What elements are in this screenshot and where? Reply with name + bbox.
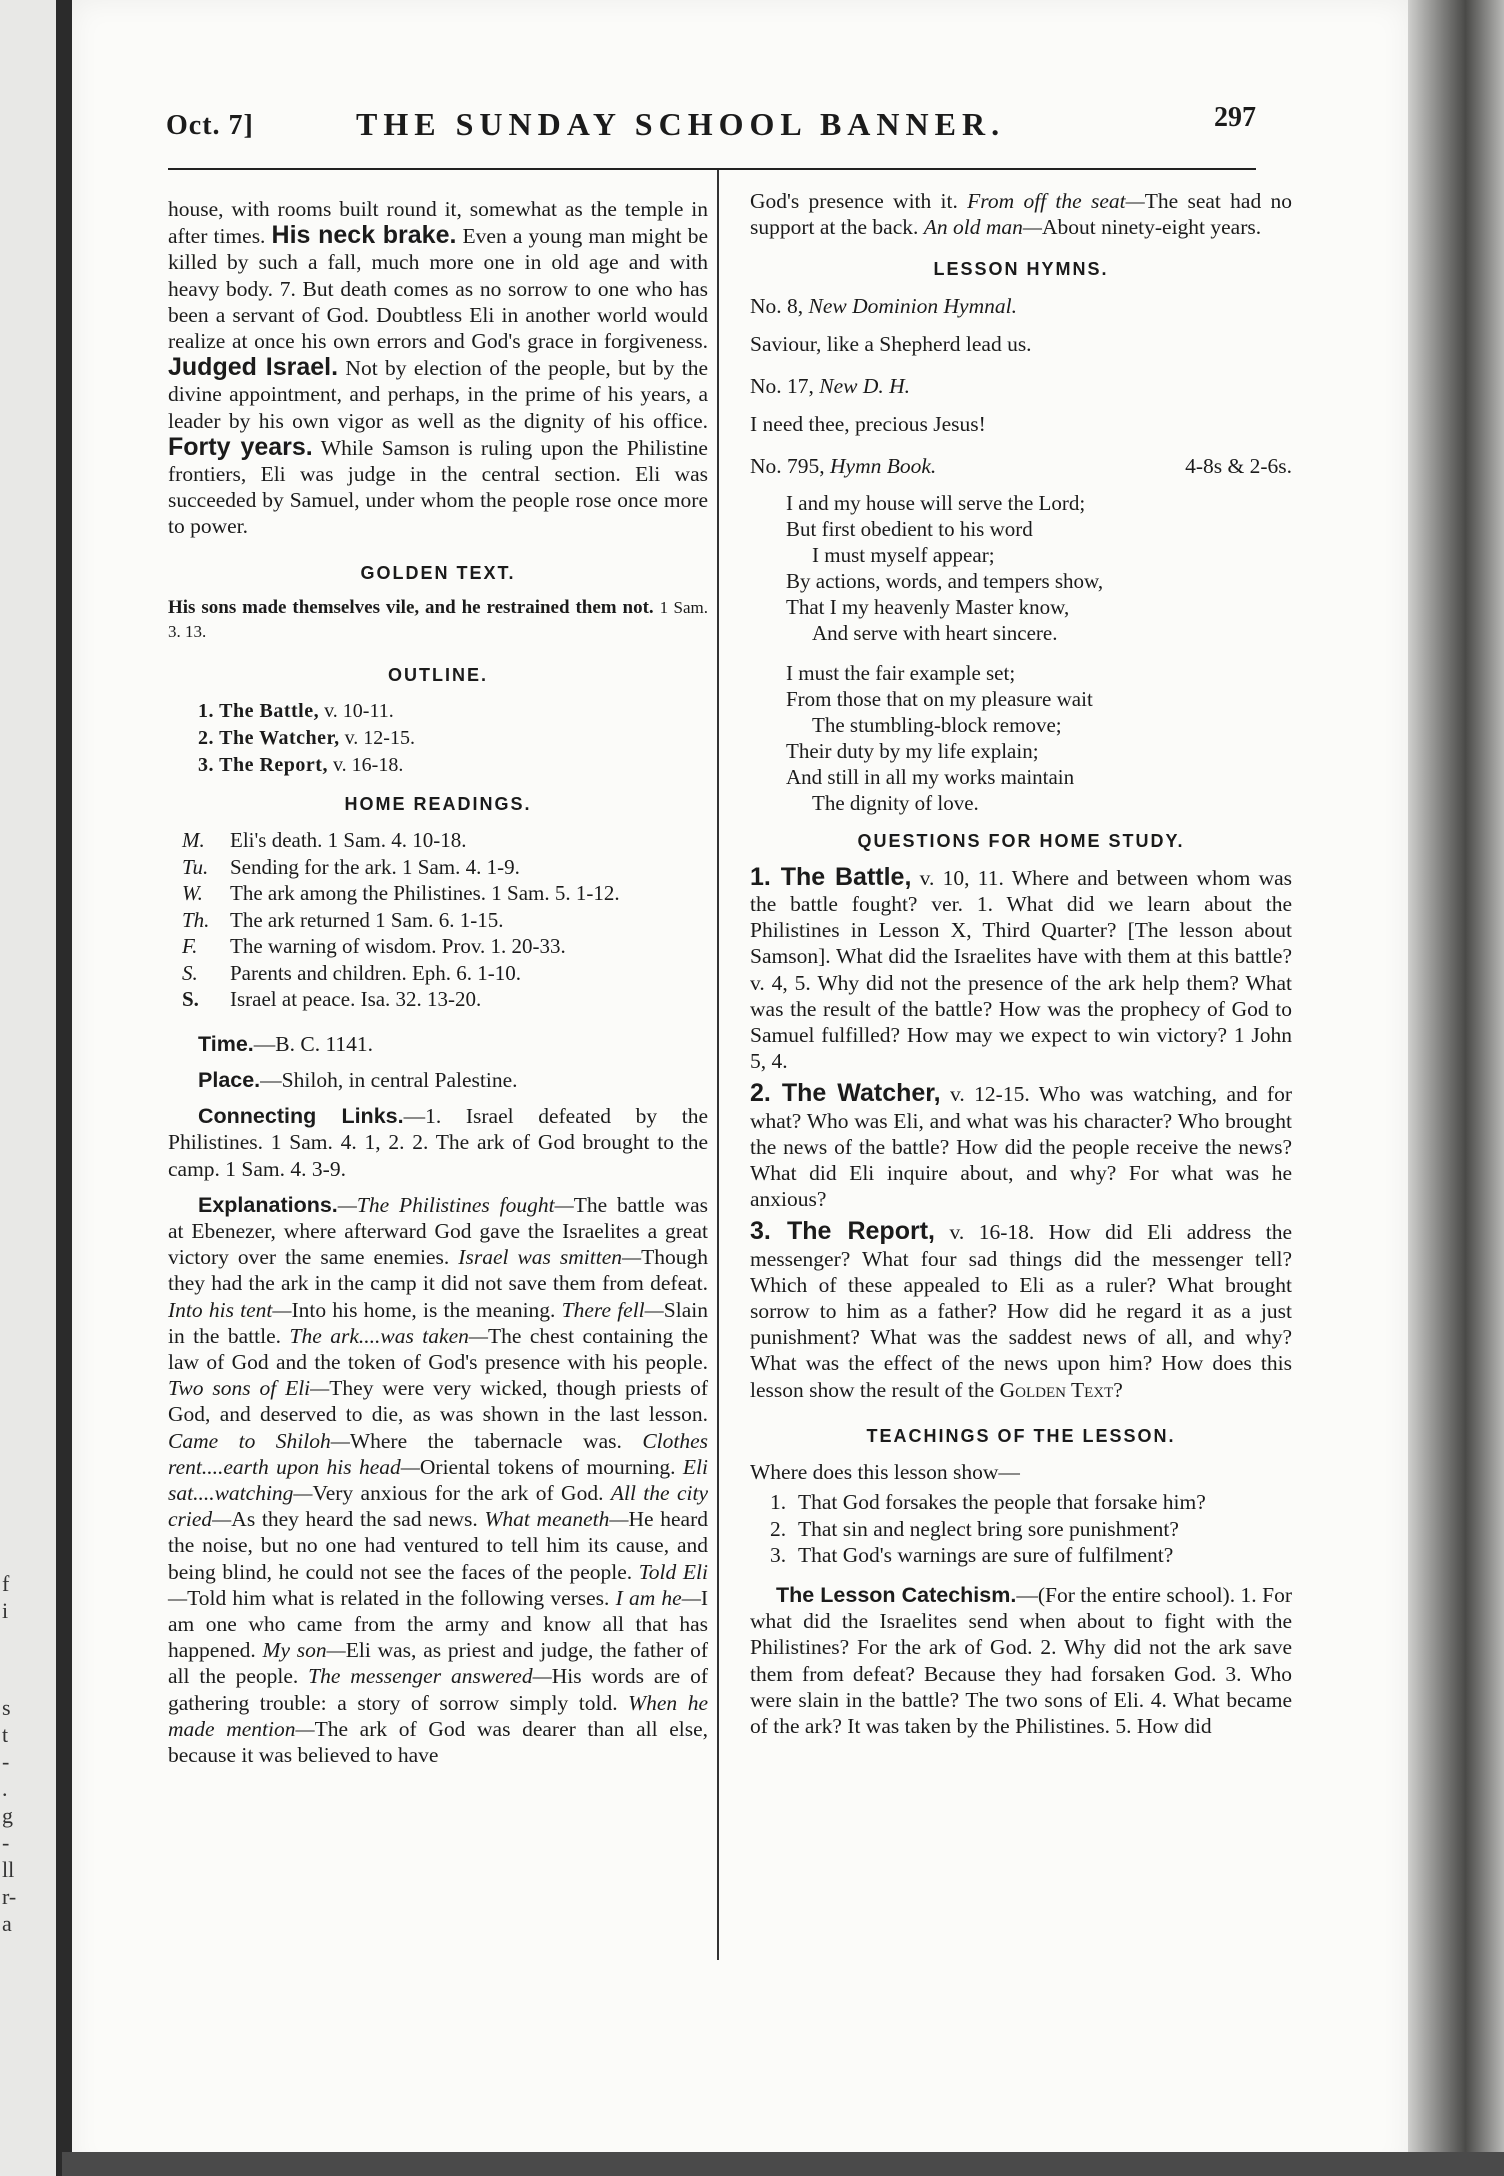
time-label: Time. <box>198 1031 254 1056</box>
question-label: 2. The Watcher, <box>750 1079 941 1108</box>
margin-fragment: - <box>2 1749 10 1774</box>
continued-paragraph <box>750 188 1292 240</box>
hymn-book: New Dominion Hymnal. <box>808 293 1017 318</box>
reading-text: Sending for the ark. 1 Sam. 4. 1-9. <box>230 854 520 879</box>
place-line <box>168 1067 708 1093</box>
outline-ref: v. 12-15. <box>344 727 415 750</box>
reading-row <box>182 880 708 907</box>
verse-line: And serve with heart sincere. <box>812 620 1058 645</box>
margin-fragment: i <box>2 1598 9 1623</box>
explanation-gloss: Oriental tokens of mourning. <box>419 1454 683 1479</box>
reading-text: Israel at peace. Isa. 32. 13-20. <box>230 987 482 1012</box>
intro-heading: Forty years. <box>168 432 313 461</box>
reading-day: S. <box>182 960 198 985</box>
hymn-first-line: Saviour, like a Shepherd lead us. <box>750 331 1032 356</box>
question-text: v. 10, 11. Where and between whom was the battle fought? ver. 1. What did we learn about the Philistines in Lesson X, Third Quarter? [The lesson about Samson]. What did the Israelites have with them at this battle? v. 4, 5. Why did not the presence of the ark help them? What was the result of the battle? How was the prophecy of God to Samuel fulfilled? How may we expect to win victory? 1 John 5, 4. <box>750 865 1293 1074</box>
intro-text: house, with rooms built round it, somewhat as the temple in after times. <box>168 197 708 249</box>
golden-text-body: His sons made themselves vile, and he restrained them not. <box>168 596 654 618</box>
reading-row <box>182 960 708 987</box>
book-binding-gutter <box>56 0 72 2176</box>
time-text: —B. C. 1141. <box>253 1031 374 1056</box>
column-divider <box>717 170 719 1960</box>
explanation-gloss: As they heard the sad news. <box>231 1507 485 1532</box>
adjacent-page-fragments <box>2 1570 22 1937</box>
verse-line: By actions, words, and tempers show, <box>786 568 1104 593</box>
hymn-ref <box>750 373 1292 399</box>
question-label: 1. The Battle, <box>750 862 912 891</box>
lesson-hymns-heading: LESSON HYMNS. <box>933 259 1109 280</box>
outline-label: 2. The Watcher, <box>198 727 340 750</box>
catechism-text: —(For the entire school). 1. For what did the Israelites send when about to fight with the Philistines? For the ark of God. 2. Why did not the ark save them from defeat? Because they had forsaken God. 3. Who were slain in the battle? The two sons of Eli. 4. What became of the ark? It was taken by the Philistines. 5. How did <box>750 1582 1292 1738</box>
teachings-intro: Where does this lesson show— <box>750 1460 1020 1485</box>
explanation-term: My son— <box>262 1638 346 1663</box>
explanation-gloss: Slain in the battle. <box>168 1297 708 1348</box>
question-text: v. 12-15. Who was watching, and for what? Who was Eli, and what was his character? Who brought the news of the battle? How did the people receive the news? What did Eli inquire about, and why? For what was he anxious? <box>750 1082 1292 1212</box>
place-label: Place. <box>198 1067 261 1092</box>
explanation-term: Eli sat....watching— <box>168 1454 709 1505</box>
margin-fragment: - <box>2 1830 10 1855</box>
golden-text-heading: GOLDEN TEXT. <box>360 562 516 583</box>
catechism-label: The Lesson Catechism. <box>776 1582 1017 1607</box>
header-title: THE SUNDAY SCHOOL BANNER. <box>356 106 1006 142</box>
explanation-gloss: Where the tabernacle was. <box>349 1428 643 1453</box>
explanation-gloss: I am one who came from the army and know all that has happened. <box>168 1585 708 1663</box>
reading-text: The warning of wisdom. Prov. 1. 20-33. <box>230 934 566 959</box>
teaching-text: That God forsakes the people that forsake him? <box>798 1490 1206 1515</box>
explanation-term: Into his tent— <box>168 1297 292 1322</box>
explanations <box>168 1192 708 1768</box>
hymn-verse-2 <box>786 660 1292 816</box>
lesson-catechism <box>750 1582 1292 1739</box>
teachings-heading: TEACHINGS OF THE LESSON. <box>866 1425 1176 1446</box>
reading-day: W. <box>182 881 203 906</box>
intro-text: Even a young man might be killed by such a fall, much more one in old age and with heavy body. 7. But death comes as no sorrow to one who has been a servant of God. Doubtless Eli in another world would realize at once his own errors and God's grace in forgiveness. <box>168 224 709 354</box>
question-block-watcher <box>750 1080 1292 1212</box>
reading-day: Th. <box>182 907 210 932</box>
hymn-number: No. 795, <box>750 454 825 479</box>
explanation-gloss: Into his home, is the meaning. <box>291 1297 562 1322</box>
golden-text <box>168 596 708 644</box>
reading-row <box>182 907 708 934</box>
right-column <box>750 188 1292 1739</box>
outline-item <box>198 698 708 725</box>
explanation-term: There fell— <box>561 1297 664 1322</box>
connecting-links <box>168 1103 708 1182</box>
explanation-term: —The Philistines fought— <box>337 1192 574 1217</box>
margin-fragment: t <box>2 1722 9 1747</box>
reading-day: F. <box>182 934 198 959</box>
cont-text: The seat had no support at the back. <box>750 189 1292 240</box>
reading-row <box>182 854 708 881</box>
teaching-number: 1. <box>770 1490 787 1515</box>
question-block-report <box>750 1218 1292 1402</box>
running-header <box>166 98 1256 148</box>
scan-bottom-edge <box>62 2152 1504 2176</box>
verse-line: From those that on my pleasure wait <box>786 686 1093 711</box>
teaching-text: That God's warnings are sure of fulfilment? <box>798 1542 1174 1567</box>
reading-day: Tu. <box>182 854 209 879</box>
reading-text: The ark among the Philistines. 1 Sam. 5. 1-12. <box>230 881 620 906</box>
cont-text: About ninety-eight years. <box>1042 215 1262 240</box>
margin-fragment: s <box>2 1695 11 1720</box>
hymn-number: No. 8, <box>750 293 804 318</box>
verse-line: But first obedient to his word <box>786 516 1033 541</box>
outline-ref: v. 16-18. <box>332 754 404 777</box>
reading-text: The ark returned 1 Sam. 6. 1-15. <box>230 907 504 932</box>
reading-row <box>182 986 708 1013</box>
reading-day: M. <box>182 828 205 853</box>
teaching-text: That sin and neglect bring sore punishment? <box>798 1516 1179 1541</box>
reading-row <box>182 827 708 854</box>
explanation-gloss: The battle was at Ebenezer, where afterward God gave the Israelites a great victory over the same enemies. <box>168 1192 708 1270</box>
hymn-ref <box>750 293 1292 319</box>
margin-fragment: a <box>2 1911 12 1936</box>
explanation-gloss: The ark of God was dearer than all else, because it was believed to have <box>168 1716 709 1768</box>
explanation-term: I am he— <box>615 1585 701 1610</box>
verse-line: Their duty by my life explain; <box>786 738 1039 763</box>
explanation-term: All the city cried— <box>168 1481 708 1532</box>
golden-text-ref: 1 Sam. 3. 13. <box>168 597 709 641</box>
intro-heading: His neck brake. <box>271 221 457 250</box>
header-rule <box>168 168 1256 170</box>
verse-line: I must the fair example set; <box>786 660 1016 685</box>
left-column <box>168 196 708 1768</box>
outline-heading: OUTLINE. <box>388 664 488 685</box>
explanation-term: Israel was smitten— <box>458 1245 642 1270</box>
explanation-term: Told Eli— <box>168 1559 708 1610</box>
outline-item <box>198 725 708 752</box>
header-date: Oct. 7] <box>166 110 254 141</box>
explanation-gloss: Told him what is related in the following verses. <box>187 1585 616 1610</box>
question-label: 3. The Report, <box>750 1217 935 1246</box>
page-number: 297 <box>1214 102 1256 133</box>
verse-line: And still in all my works maintain <box>786 764 1075 789</box>
cont-term: An old man— <box>923 215 1042 240</box>
explanation-term: Clothes rent....earth upon his head— <box>168 1428 709 1479</box>
hymn-number: No. 17, <box>750 374 814 399</box>
reading-text: Eli's death. 1 Sam. 4. 10-18. <box>230 828 467 853</box>
golden-text-ref: Golden Text <box>999 1377 1114 1402</box>
hymn-first-line: I need thee, precious Jesus! <box>750 412 986 437</box>
explanation-gloss: The chest containing the law of God and the token of God's presence with his people. <box>168 1323 708 1374</box>
question-block-battle <box>750 864 1292 1075</box>
cont-text: God's presence with it. <box>750 189 968 213</box>
verse-line: That I my heavenly Master know, <box>786 594 1070 619</box>
question-text: ? <box>1113 1377 1123 1402</box>
question-text: v. 16-18. How did Eli address the messenger? What four sad things did the messenger tell? Which of these appealed to Eli as a ruler? What brought sorrow to him as a father? How did he regard it as a just punishment? What was the saddest news of all, and why? What was the effect of the news upon him? How does this lesson show the result of the <box>750 1220 1292 1402</box>
place-text: —Shiloh, in central Palestine. <box>260 1067 518 1092</box>
intro-heading: Judged Israel. <box>168 353 339 382</box>
hymn-book: Hymn Book. <box>830 454 937 479</box>
cont-term: From off the seat— <box>967 189 1145 213</box>
teaching-item <box>770 1516 1292 1542</box>
margin-fragment: r- <box>2 1884 17 1909</box>
teaching-item <box>770 1542 1292 1568</box>
time-line <box>168 1031 708 1057</box>
explanation-gloss: Very anxious for the ark of God. <box>312 1481 611 1505</box>
explanation-gloss: Though they had the ark in the camp it did not save them from defeat. <box>168 1245 708 1296</box>
reading-day: S. <box>182 987 199 1012</box>
hymn-verse-1 <box>786 490 1292 646</box>
intro-text: While Samson is ruling upon the Philistine frontiers, Eli was judge in the central section. Eli was succeeded by Samuel, under whom the people rose once more to power. <box>168 435 708 539</box>
outline-item <box>198 752 708 779</box>
hymn-meter: 4-8s & 2-6s. <box>1185 454 1292 479</box>
explanation-gloss: Eli was, as priest and judge, the father of all the people. <box>168 1638 708 1689</box>
explanation-term: The ark....was taken— <box>289 1323 488 1348</box>
margin-fragment: g <box>2 1803 13 1828</box>
explanation-gloss: They were very wicked, though priests of God, and deserved to die, as was shown in the last lesson. <box>168 1376 708 1427</box>
questions-heading: QUESTIONS FOR HOME STUDY. <box>857 830 1185 851</box>
reading-text: Parents and children. Eph. 6. 1-10. <box>230 960 522 985</box>
explanation-gloss: His words are of gathering trouble: a story of sorrow simply told. <box>168 1664 708 1715</box>
home-readings-heading: HOME READINGS. <box>344 794 532 815</box>
verse-line: I must myself appear; <box>812 542 995 567</box>
explanation-term: Came to Shiloh— <box>168 1428 350 1453</box>
connecting-label: Connecting Links. <box>198 1104 404 1129</box>
explanation-term: What meaneth— <box>484 1507 629 1532</box>
explanations-label: Explanations. <box>198 1192 338 1217</box>
margin-fragment: ll <box>2 1857 15 1882</box>
explanation-term: Two sons of Eli— <box>168 1376 330 1401</box>
hymn-ref <box>750 453 1292 479</box>
reading-row <box>182 933 708 960</box>
intro-paragraph <box>168 196 708 540</box>
outline-label: 3. The Report, <box>198 754 328 777</box>
page-edges <box>1408 0 1504 2176</box>
outline-label: 1. The Battle, <box>198 700 320 723</box>
hymn-book: New D. H. <box>819 374 911 399</box>
connecting-text: —1. Israel defeated by the Philistines. 1 Sam. 4. 1, 2. 2. The ark of God brought to the camp. 1 Sam. 4. 3-9. <box>168 1104 708 1181</box>
verse-line: The stumbling-block remove; <box>812 712 1062 737</box>
verse-line: I and my house will serve the Lord; <box>786 490 1086 515</box>
teaching-item <box>770 1489 1292 1515</box>
teaching-number: 2. <box>770 1516 787 1541</box>
margin-fragment: . <box>2 1776 8 1801</box>
intro-text: Not by election of the people, but by the divine appointment, and perhaps, in the prime of his years, a leader by his own vigor as well as the dignity of his office. <box>168 356 708 433</box>
explanation-term: When he made mention— <box>168 1690 708 1741</box>
verse-line: The dignity of love. <box>812 790 979 815</box>
teaching-number: 3. <box>770 1542 787 1567</box>
margin-fragment: f <box>2 1571 10 1596</box>
explanation-term: The messenger answered— <box>308 1664 552 1689</box>
explanation-gloss: He heard the noise, but no one had ventured to tell him its cause, and being blind, he could not see the faces of the people. <box>168 1507 708 1584</box>
outline-ref: v. 10-11. <box>324 700 394 723</box>
